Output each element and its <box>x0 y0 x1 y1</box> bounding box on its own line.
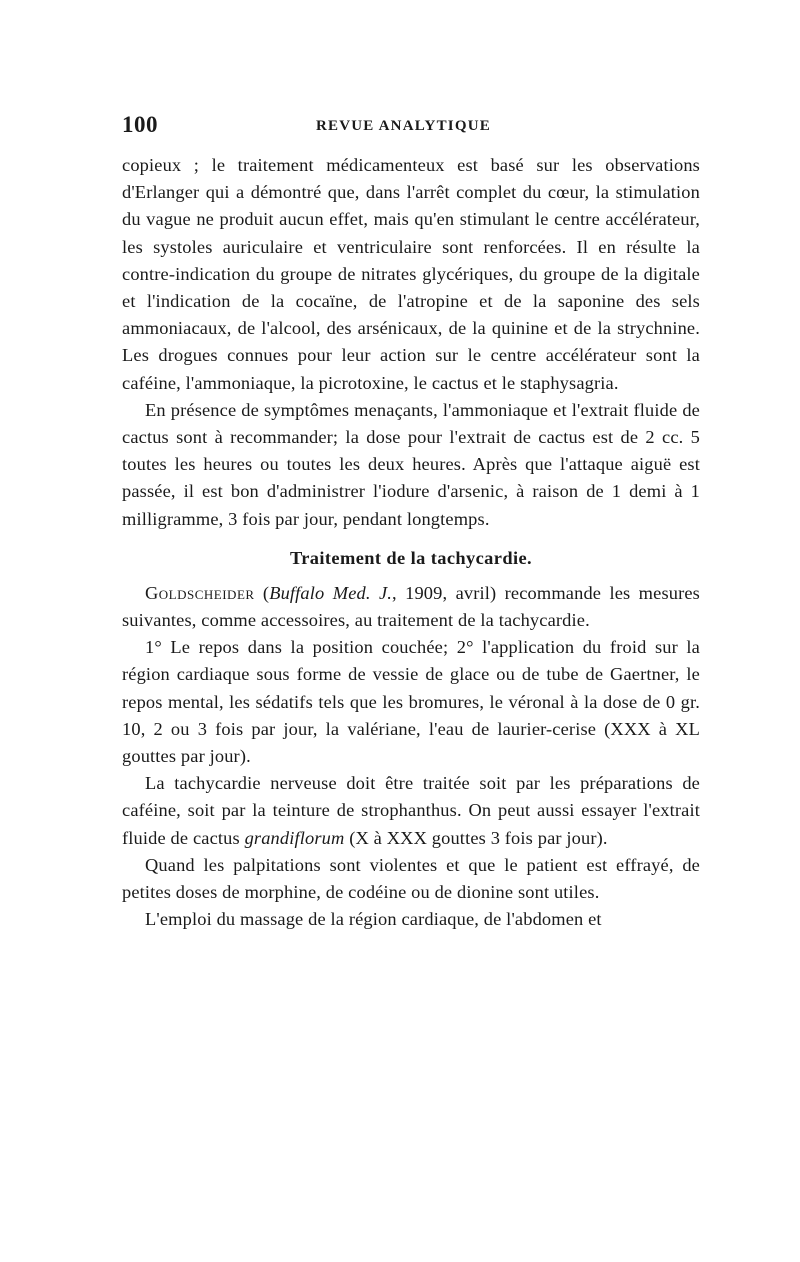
paragraph-nervous-tachycardia <box>122 770 700 852</box>
page-number: 100 <box>122 112 158 137</box>
paragraph-palpitations: Quand les palpitations sont violentes et que le patient est effrayé, de petites doses de morphine, de codéine ou de dionine sont utiles. <box>122 854 700 903</box>
paragraph-symptoms: En présence de symptômes menaçants, l'ammoniaque et l'extrait fluide de cactus sont à recommander; la dose pour l'extrait de cactus est de 2 cc. 5 toutes les heures ou toutes les deux heures. Après que l'attaque aiguë est passée, il est bon d'administrer l'iodure d'arsenic, à raison de 1 demi à 1 milligramme, 3 fois par jour, pendant longtemps. <box>122 399 700 529</box>
paragraph-massage: L'emploi du massage de la région cardiaque, de l'abdomen et <box>145 909 602 930</box>
citation-open: ( <box>254 582 270 603</box>
paragraph-continuation: copieux ; le traitement médicamenteux est basé sur les observations d'Erlanger qui a démontré que, dans l'arrêt complet du cœur, la stimulation du vague ne produit aucun effet, mais qu'en stimulant le centre accélérateur, les systoles auriculaire et ventriculaire sont renforcées. Il en résulte la contre-indication du groupe de nitrates glycériques, du groupe de la digitale et l'indication de la cocaïne, de l'atropine et de la saponine des sels ammoniacaux, de l'alcool, des arsénicaux, de la quinine et de la strychnine. Les drogues connues pour leur action sur le centre accélérateur sont la caféine, l'ammoniaque, la picrotoxine, le cactus et le staphysagria. <box>122 155 700 393</box>
paragraph-rest-measures: 1° Le repos dans la position couchée; 2° l'application du froid sur la région cardiaque sous forme de vessie de glace ou de tube de Gaertner, le repos mental, les sédatifs tels que les bromures, le véronal à la dose de 0 gr. 10, 2 ou 3 fois par jour, la valériane, l'eau de laurier-cerise (XXX à XL gouttes par jour). <box>122 637 700 767</box>
species-name: grandiflorum <box>244 827 345 848</box>
paragraph-goldscheider-text: , 1909, avril) recommande les mesures suivantes, comme accessoires, au traitement de la tachycardie. <box>122 582 700 631</box>
running-head <box>122 112 700 142</box>
paragraph-goldscheider <box>122 580 700 634</box>
journal-title: REVUE ANALYTIQUE <box>316 118 491 134</box>
paragraph-nervous-text-start: La tachycardie nerveuse doit être traitée soit par les préparations de caféine, soit par la teinture de strophanthus. On peut aussi essayer l'extrait fluide de cactus <box>122 773 700 848</box>
journal-citation: Buffalo Med. J. <box>269 582 393 603</box>
section-heading: Traitement de la tachycardie. <box>289 547 533 568</box>
author-name: Goldscheider <box>145 582 255 603</box>
body-text <box>122 152 700 933</box>
paragraph-nervous-text-end: (X à XXX gouttes 3 fois par jour). <box>344 827 608 848</box>
